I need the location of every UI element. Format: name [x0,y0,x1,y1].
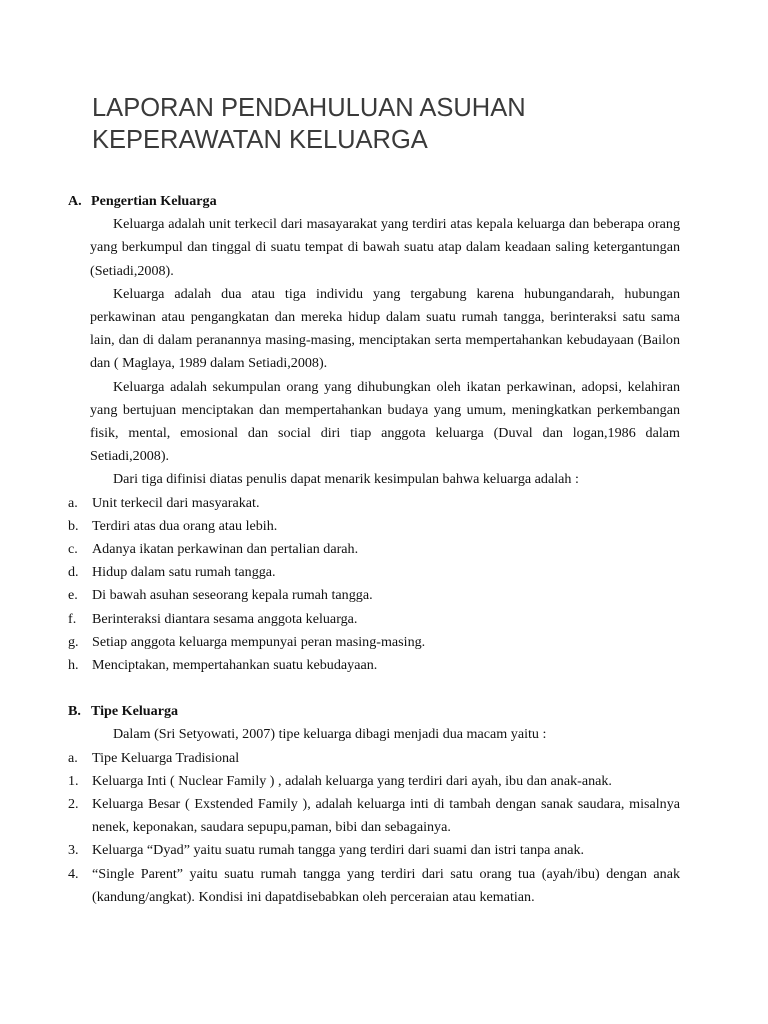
list-marker: 3. [68,842,79,859]
section-spacer [68,677,680,700]
section-a-heading [68,190,680,213]
list-marker: d. [68,564,79,581]
section-a-marker: A. [68,193,82,209]
list-marker: b. [68,517,79,534]
list-text: “Single Parent” yaitu suatu rumah tangga yang terdiri dari satu orang tua (ayah/ibu) dengan anak (kandung/angkat). Kondisi ini dapatdisebabkan oleh perceraian atau kematian. [92,865,680,905]
list-text: Terdiri atas dua orang atau lebih. [92,517,278,534]
section-b-heading [68,700,680,723]
list-item [68,515,680,538]
list-text: Setiap anggota keluarga mempunyai peran masing-masing. [92,633,426,650]
section-b-title: Tipe Keluarga [91,703,179,720]
title-line-2: KEPERAWATAN KELUARGA [92,126,428,154]
section-a-paragraph-2: Keluarga adalah dua atau tiga individu yang tergabung karena hubungandarah, hubungan perkawinan atau pengangkatan dan mereka hidup dalam suatu rumah tangga, berinteraksi satu sama lain, dan di dalam peranannya masing-masing, menciptakan serta mempertahankan kebudayaan (Bailon dan ( Maglaya, 1989 dalam Setiadi,2008). [90,285,680,372]
list-text: Hidup dalam satu rumah tangga. [92,564,276,581]
section-a-paragraph-1: Keluarga adalah unit terkecil dari masayarakat yang terdiri atas kepala keluarga dan beberapa orang yang berkumpul dan tinggal di suatu tempat di bawah suatu atap dalam keadaan saling ketergantungan (Setiadi,2008). [90,216,680,279]
section-a-paragraph-4: Dari tiga difinisi diatas penulis dapat menarik kesimpulan bahwa keluarga adalah : [113,471,579,488]
section-a-title: Pengertian Keluarga [91,193,217,209]
list-text: Berinteraksi diantara sesama anggota keluarga. [92,610,358,627]
list-marker: a. [68,494,78,511]
list-marker: f. [68,610,77,627]
numbered-item [68,839,680,862]
list-text: Keluarga Inti ( Nuclear Family ) , adalah keluarga yang terdiri dari ayah, ibu dan anak-anak. [92,772,612,789]
list-item [68,538,680,561]
section-b-intro: Dalam (Sri Setyowati, 2007) tipe keluarga dibagi menjadi dua macam yaitu : [113,726,547,743]
document-title [92,92,652,156]
list-text: Di bawah asuhan seseorang kepala rumah tangga. [92,587,373,604]
numbered-item [68,793,680,839]
list-marker: 4. [68,865,79,882]
list-marker: g. [68,633,79,650]
list-text: Menciptakan, mempertahankan suatu kebudayaan. [92,657,378,674]
list-text: Unit terkecil dari masyarakat. [92,494,260,511]
list-item [68,608,680,631]
list-marker: c. [68,541,78,558]
list-item [68,631,680,654]
list-marker: 1. [68,772,79,789]
section-a-paragraph-3: Keluarga adalah sekumpulan orang yang dihubungkan oleh ikatan perkawinan, adopsi, kelahiran yang bertujuan menciptakan dan mempertahankan budaya yang umum, meningkatkan perkembangan fisik, mental, emosional dan social diri tiap anggota keluarga (Duval dan logan,1986 dalam Setiadi,2008). [90,378,680,465]
list-item [68,654,680,677]
title-line-1: LAPORAN PENDAHULUAN ASUHAN [92,94,526,122]
numbered-item [68,770,680,793]
list-marker: a. [68,749,78,766]
list-item [68,584,680,607]
list-marker: 2. [68,796,79,813]
section-b-marker: B. [68,703,81,720]
document-body [68,190,680,909]
list-marker: h. [68,657,79,674]
list-item [68,492,680,515]
list-marker: e. [68,587,78,604]
list-text: Tipe Keluarga Tradisional [92,749,240,766]
section-a-list [68,492,680,678]
list-text: Keluarga Besar ( Exstended Family ), adalah keluarga inti di tambah dengan sanak saudara, misalnya nenek, keponakan, saudara sepupu,paman, bibi dan sebagainya. [92,796,680,836]
numbered-item [68,863,680,909]
section-b-numbered-list [68,770,680,909]
list-text: Keluarga “Dyad” yaitu suatu rumah tangga yang terdiri dari suami dan istri tanpa anak. [92,842,585,859]
sublist-item [68,747,680,770]
list-item [68,561,680,584]
list-text: Adanya ikatan perkawinan dan pertalian darah. [92,541,359,558]
